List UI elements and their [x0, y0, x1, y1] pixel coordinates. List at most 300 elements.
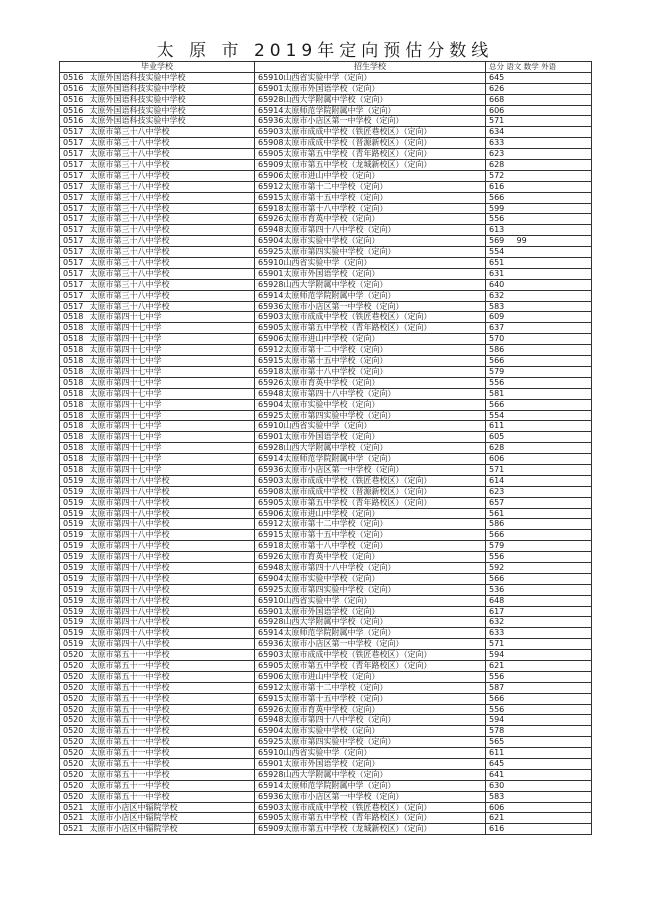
enroll-school: 太原市实验中学校（定向）: [281, 236, 486, 247]
chinese-score: [514, 606, 534, 617]
enroll-code: 65914: [255, 454, 281, 465]
extra-cell: [573, 323, 592, 334]
score-gap: [504, 780, 514, 791]
total-score: 621: [486, 813, 504, 824]
enroll-school: 太原市进山中学校（定向）: [281, 671, 486, 682]
math-score: [534, 290, 554, 301]
extra-cell: [573, 399, 592, 410]
foreign-score: [554, 562, 573, 573]
table-row: [60, 432, 592, 443]
math-score: [534, 552, 554, 563]
table-row: [60, 116, 592, 127]
grad-school: 太原市第五十一中学校: [87, 737, 255, 748]
grad-code: 0519: [60, 530, 87, 541]
grad-school: 太原市第四十七中学: [87, 334, 255, 345]
foreign-score: [554, 258, 573, 269]
math-score: [534, 573, 554, 584]
enroll-school: 太原市成成中学校（铁匠巷校区）（定向）: [281, 475, 486, 486]
table-row: [60, 377, 592, 388]
chinese-score: [514, 127, 534, 138]
grad-code: 0520: [60, 715, 87, 726]
enroll-school: 山西大学附属中学校（定向）: [281, 443, 486, 454]
math-score: [534, 486, 554, 497]
header-row: [60, 62, 592, 73]
enroll-school: 太原市第十八中学校（定向）: [281, 366, 486, 377]
score-gap: [504, 726, 514, 737]
foreign-score: [554, 595, 573, 606]
chinese-score: [514, 628, 534, 639]
math-score: [534, 802, 554, 813]
foreign-score: [554, 377, 573, 388]
enroll-school: 太原市小店区第一中学校（定向）: [281, 791, 486, 802]
total-score: 579: [486, 541, 504, 552]
grad-school: 太原市第四十七中学: [87, 312, 255, 323]
extra-cell: [573, 552, 592, 563]
enroll-code: 65918: [255, 541, 281, 552]
math-score: [534, 824, 554, 835]
total-score: 617: [486, 606, 504, 617]
extra-cell: [573, 704, 592, 715]
total-score: 634: [486, 127, 504, 138]
enroll-school: 太原市育英中学校（定向）: [281, 552, 486, 563]
grad-school: 太原市第四十八中学校: [87, 530, 255, 541]
score-gap: [504, 606, 514, 617]
math-score: [534, 464, 554, 475]
extra-cell: [573, 693, 592, 704]
enroll-code: 65925: [255, 247, 281, 258]
chinese-score: [514, 464, 534, 475]
foreign-score: [554, 192, 573, 203]
score-gap: [504, 83, 514, 94]
total-score: 556: [486, 552, 504, 563]
enroll-school: 太原市第四实验中学校（定向）: [281, 410, 486, 421]
enroll-code: 65905: [255, 149, 281, 160]
grad-school: 太原外国语科技实验中学校: [87, 72, 255, 83]
enroll-code: 65928: [255, 769, 281, 780]
chinese-score: [514, 149, 534, 160]
table-row: [60, 824, 592, 835]
score-gap: [504, 421, 514, 432]
total-score: 565: [486, 737, 504, 748]
total-score: 648: [486, 595, 504, 606]
math-score: [534, 236, 554, 247]
score-gap: [504, 748, 514, 759]
chinese-score: [514, 105, 534, 116]
grad-code: 0518: [60, 399, 87, 410]
enroll-code: 65910: [255, 595, 281, 606]
foreign-score: [554, 704, 573, 715]
score-gap: [504, 356, 514, 367]
header-enrolling-school: 招生学校: [255, 62, 486, 73]
table-row: [60, 410, 592, 421]
total-score: 579: [486, 366, 504, 377]
foreign-score: [554, 573, 573, 584]
enroll-code: 65915: [255, 530, 281, 541]
foreign-score: [554, 83, 573, 94]
grad-code: 0521: [60, 824, 87, 835]
table-row: [60, 715, 592, 726]
grad-code: 0520: [60, 737, 87, 748]
chinese-score: [514, 366, 534, 377]
foreign-score: [554, 530, 573, 541]
foreign-score: [554, 650, 573, 661]
grad-school: 太原市第三十八中学校: [87, 279, 255, 290]
header-math: 数学: [523, 62, 539, 71]
enroll-code: 65948: [255, 225, 281, 236]
total-score: 592: [486, 562, 504, 573]
grad-school: 太原市第四十八中学校: [87, 584, 255, 595]
grad-code: 0520: [60, 780, 87, 791]
chinese-score: [514, 552, 534, 563]
extra-cell: [573, 660, 592, 671]
grad-code: 0516: [60, 83, 87, 94]
total-score: 616: [486, 181, 504, 192]
enroll-school: 太原市第十五中学校（定向）: [281, 192, 486, 203]
chinese-score: [514, 726, 534, 737]
total-score: 645: [486, 72, 504, 83]
chinese-score: [514, 759, 534, 770]
table-row: [60, 508, 592, 519]
enroll-school: 太原师范学院附属中学（定向）: [281, 290, 486, 301]
extra-cell: [573, 628, 592, 639]
table-row: [60, 149, 592, 160]
foreign-score: [554, 508, 573, 519]
extra-cell: [573, 671, 592, 682]
grad-school: 太原外国语科技实验中学校: [87, 116, 255, 127]
grad-school: 太原市第四十八中学校: [87, 639, 255, 650]
total-score: 556: [486, 671, 504, 682]
grad-code: 0521: [60, 802, 87, 813]
chinese-score: [514, 682, 534, 693]
grad-school: 太原市第四十八中学校: [87, 617, 255, 628]
total-score: 561: [486, 508, 504, 519]
enroll-code: 65914: [255, 780, 281, 791]
table-row: [60, 726, 592, 737]
foreign-score: [554, 432, 573, 443]
score-gap: [504, 432, 514, 443]
grad-code: 0517: [60, 192, 87, 203]
chinese-score: [514, 737, 534, 748]
grad-school: 太原市第五十一中学校: [87, 726, 255, 737]
enroll-code: 65936: [255, 791, 281, 802]
grad-code: 0520: [60, 769, 87, 780]
total-score: 616: [486, 824, 504, 835]
foreign-score: [554, 660, 573, 671]
table-row: [60, 464, 592, 475]
enroll-school: 太原市成成中学校（铁匠巷校区）（定向）: [281, 127, 486, 138]
score-gap: [504, 160, 514, 171]
enroll-code: 65901: [255, 268, 281, 279]
total-score: 606: [486, 105, 504, 116]
score-gap: [504, 628, 514, 639]
total-score: 569: [486, 236, 504, 247]
grad-school: 太原市第四十八中学校: [87, 573, 255, 584]
foreign-score: [554, 366, 573, 377]
grad-school: 太原市第五十一中学校: [87, 769, 255, 780]
foreign-score: [554, 127, 573, 138]
enroll-code: 65925: [255, 737, 281, 748]
score-gap: [504, 639, 514, 650]
math-score: [534, 366, 554, 377]
math-score: [534, 421, 554, 432]
grad-code: 0519: [60, 584, 87, 595]
math-score: [534, 127, 554, 138]
total-score: 587: [486, 682, 504, 693]
enroll-school: 山西大学附属中学校（定向）: [281, 94, 486, 105]
grad-code: 0518: [60, 410, 87, 421]
table-row: [60, 138, 592, 149]
enroll-code: 65901: [255, 432, 281, 443]
grad-code: 0517: [60, 290, 87, 301]
enroll-code: 65912: [255, 682, 281, 693]
score-gap: [504, 345, 514, 356]
table-row: [60, 83, 592, 94]
grad-code: 0520: [60, 726, 87, 737]
math-score: [534, 715, 554, 726]
enroll-school: 太原市第十五中学校（定向）: [281, 356, 486, 367]
grad-school: 太原市第三十八中学校: [87, 214, 255, 225]
table-row: [60, 791, 592, 802]
grad-code: 0519: [60, 606, 87, 617]
foreign-score: [554, 715, 573, 726]
enroll-school: 太原师范学院附属中学（定向）: [281, 454, 486, 465]
chinese-score: [514, 377, 534, 388]
enroll-code: 65903: [255, 312, 281, 323]
table-row: [60, 312, 592, 323]
math-score: [534, 595, 554, 606]
score-gap: [504, 650, 514, 661]
math-score: [534, 432, 554, 443]
foreign-score: [554, 323, 573, 334]
math-score: [534, 72, 554, 83]
enroll-school: 山西省实验中学（定向）: [281, 72, 486, 83]
extra-cell: [573, 181, 592, 192]
score-gap: [504, 127, 514, 138]
table-row: [60, 388, 592, 399]
total-score: 566: [486, 530, 504, 541]
extra-cell: [573, 388, 592, 399]
foreign-score: [554, 541, 573, 552]
table-row: [60, 247, 592, 258]
score-gap: [504, 508, 514, 519]
enroll-code: 65948: [255, 715, 281, 726]
chinese-score: [514, 399, 534, 410]
foreign-score: [554, 519, 573, 530]
foreign-score: [554, 486, 573, 497]
chinese-score: [514, 824, 534, 835]
grad-code: 0519: [60, 595, 87, 606]
math-score: [534, 203, 554, 214]
score-gap: [504, 759, 514, 770]
foreign-score: [554, 345, 573, 356]
math-score: [534, 388, 554, 399]
grad-code: 0519: [60, 508, 87, 519]
header-foreign: 外语: [541, 62, 557, 71]
enroll-code: 65926: [255, 552, 281, 563]
extra-cell: [573, 519, 592, 530]
total-score: 628: [486, 160, 504, 171]
grad-code: 0518: [60, 312, 87, 323]
enroll-code: 65903: [255, 127, 281, 138]
grad-school: 太原市第四十八中学校: [87, 519, 255, 530]
table-row: [60, 748, 592, 759]
enroll-school: 太原市第四十八中学校（定向）: [281, 388, 486, 399]
foreign-score: [554, 780, 573, 791]
chinese-score: [514, 334, 534, 345]
score-gap: [504, 236, 514, 247]
total-score: 554: [486, 247, 504, 258]
chinese-score: [514, 802, 534, 813]
enroll-school: 太原市成成中学校（铁匠巷校区）（定向）: [281, 802, 486, 813]
total-score: 609: [486, 312, 504, 323]
foreign-score: [554, 181, 573, 192]
math-score: [534, 704, 554, 715]
grad-school: 太原市第三十八中学校: [87, 170, 255, 181]
math-score: [534, 769, 554, 780]
score-gap: [504, 704, 514, 715]
total-score: 572: [486, 170, 504, 181]
grad-code: 0518: [60, 454, 87, 465]
enroll-code: 65904: [255, 399, 281, 410]
table-row: [60, 486, 592, 497]
table-row: [60, 541, 592, 552]
total-score: 606: [486, 454, 504, 465]
math-score: [534, 192, 554, 203]
math-score: [534, 105, 554, 116]
extra-cell: [573, 421, 592, 432]
table-row: [60, 595, 592, 606]
score-gap: [504, 312, 514, 323]
enroll-school: 太原市第十八中学校（定向）: [281, 203, 486, 214]
total-score: 623: [486, 486, 504, 497]
grad-code: 0517: [60, 279, 87, 290]
grad-school: 太原市第四十七中学: [87, 323, 255, 334]
score-gap: [504, 170, 514, 181]
foreign-score: [554, 584, 573, 595]
enroll-school: 太原市实验中学校（定向）: [281, 726, 486, 737]
math-score: [534, 671, 554, 682]
table-row: [60, 693, 592, 704]
table-row: [60, 671, 592, 682]
math-score: [534, 345, 554, 356]
extra-cell: [573, 225, 592, 236]
grad-code: 0517: [60, 225, 87, 236]
chinese-score: [514, 573, 534, 584]
extra-cell: [573, 562, 592, 573]
extra-cell: [573, 541, 592, 552]
foreign-score: [554, 639, 573, 650]
grad-school: 太原市第四十七中学: [87, 345, 255, 356]
grad-school: 太原市第五十一中学校: [87, 671, 255, 682]
extra-cell: [573, 573, 592, 584]
enroll-school: 太原市第四十八中学校（定向）: [281, 715, 486, 726]
enroll-code: 65908: [255, 486, 281, 497]
grad-school: 太原市第三十八中学校: [87, 290, 255, 301]
grad-school: 太原市第三十八中学校: [87, 127, 255, 138]
score-gap: [504, 562, 514, 573]
enroll-school: 太原市第四十八中学校（定向）: [281, 562, 486, 573]
score-gap: [504, 573, 514, 584]
chinese-score: [514, 486, 534, 497]
table-row: [60, 225, 592, 236]
enroll-school: 太原市第五中学校（龙城新校区）（定向）: [281, 824, 486, 835]
enroll-code: 65906: [255, 508, 281, 519]
table-row: [60, 628, 592, 639]
grad-code: 0518: [60, 323, 87, 334]
foreign-score: [554, 72, 573, 83]
total-score: 586: [486, 345, 504, 356]
score-gap: [504, 715, 514, 726]
enroll-school: 太原市第十五中学校（定向）: [281, 693, 486, 704]
enroll-school: 太原市第十二中学校（定向）: [281, 519, 486, 530]
total-score: 594: [486, 715, 504, 726]
math-score: [534, 268, 554, 279]
math-score: [534, 475, 554, 486]
extra-cell: [573, 149, 592, 160]
extra-cell: [573, 617, 592, 628]
extra-cell: [573, 72, 592, 83]
foreign-score: [554, 769, 573, 780]
chinese-score: [514, 160, 534, 171]
extra-cell: [573, 160, 592, 171]
enroll-school: 太原市成成中学校（铁匠巷校区）（定向）: [281, 312, 486, 323]
enroll-school: 山西大学附属中学校（定向）: [281, 769, 486, 780]
extra-cell: [573, 454, 592, 465]
math-score: [534, 258, 554, 269]
enroll-code: 65936: [255, 464, 281, 475]
score-gap: [504, 388, 514, 399]
grad-school: 太原市第三十八中学校: [87, 160, 255, 171]
score-gap: [504, 813, 514, 824]
foreign-score: [554, 388, 573, 399]
total-score: 628: [486, 443, 504, 454]
score-gap: [504, 279, 514, 290]
grad-school: 太原市第四十八中学校: [87, 475, 255, 486]
total-score: 611: [486, 421, 504, 432]
extra-cell: [573, 759, 592, 770]
extra-cell: [573, 345, 592, 356]
total-score: 611: [486, 748, 504, 759]
enroll-code: 65910: [255, 748, 281, 759]
foreign-score: [554, 552, 573, 563]
grad-school: 太原市小店区中辐院学校: [87, 802, 255, 813]
enroll-school: 太原市进山中学校（定向）: [281, 334, 486, 345]
total-score: 613: [486, 225, 504, 236]
grad-code: 0516: [60, 72, 87, 83]
enroll-code: 65928: [255, 94, 281, 105]
enroll-school: 太原市第四实验中学校（定向）: [281, 584, 486, 595]
chinese-score: [514, 497, 534, 508]
total-score: 566: [486, 192, 504, 203]
chinese-score: [514, 94, 534, 105]
enroll-code: 65918: [255, 203, 281, 214]
foreign-score: [554, 312, 573, 323]
math-score: [534, 508, 554, 519]
foreign-score: [554, 454, 573, 465]
total-score: 630: [486, 780, 504, 791]
score-gap: [504, 72, 514, 83]
table-row: [60, 127, 592, 138]
grad-school: 太原市第四十七中学: [87, 377, 255, 388]
table-row: [60, 682, 592, 693]
math-score: [534, 377, 554, 388]
enroll-school: 太原市小店区第一中学校（定向）: [281, 116, 486, 127]
table-row: [60, 497, 592, 508]
grad-school: 太原市小店区中辐院学校: [87, 824, 255, 835]
foreign-score: [554, 475, 573, 486]
math-score: [534, 83, 554, 94]
extra-cell: [573, 475, 592, 486]
